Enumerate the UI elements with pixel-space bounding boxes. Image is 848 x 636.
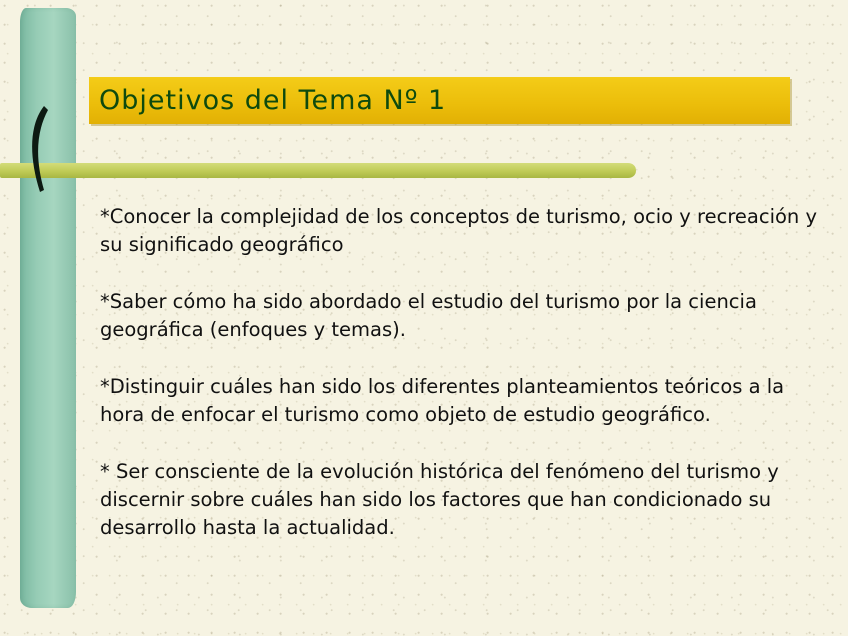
title-bar xyxy=(89,77,790,124)
horizontal-decor-bar xyxy=(0,163,636,178)
objectives-list xyxy=(100,203,820,571)
objective-item: *Distinguir cuáles han sido los diferentes planteamientos teóricos a la hora de enfocar el turismo como objeto de estudio geográfico. xyxy=(100,375,785,426)
objective-item: *Saber cómo ha sido abordado el estudio del turismo por la ciencia geográfica (enfoques y temas). xyxy=(100,290,757,341)
objective-item: *Conocer la complejidad de los conceptos de turismo, ocio y recreación y su significado geográfico xyxy=(100,205,818,256)
objective-item: * Ser consciente de la evolución histórica del fenómeno del turismo y discernir sobre cuáles han sido los factores que han condicionado su desarrollo hasta la actualidad. xyxy=(100,460,779,539)
hook-icon xyxy=(26,104,52,196)
vertical-decor-bar xyxy=(20,8,76,608)
slide-title: Objetivos del Tema Nº 1 xyxy=(99,85,447,116)
